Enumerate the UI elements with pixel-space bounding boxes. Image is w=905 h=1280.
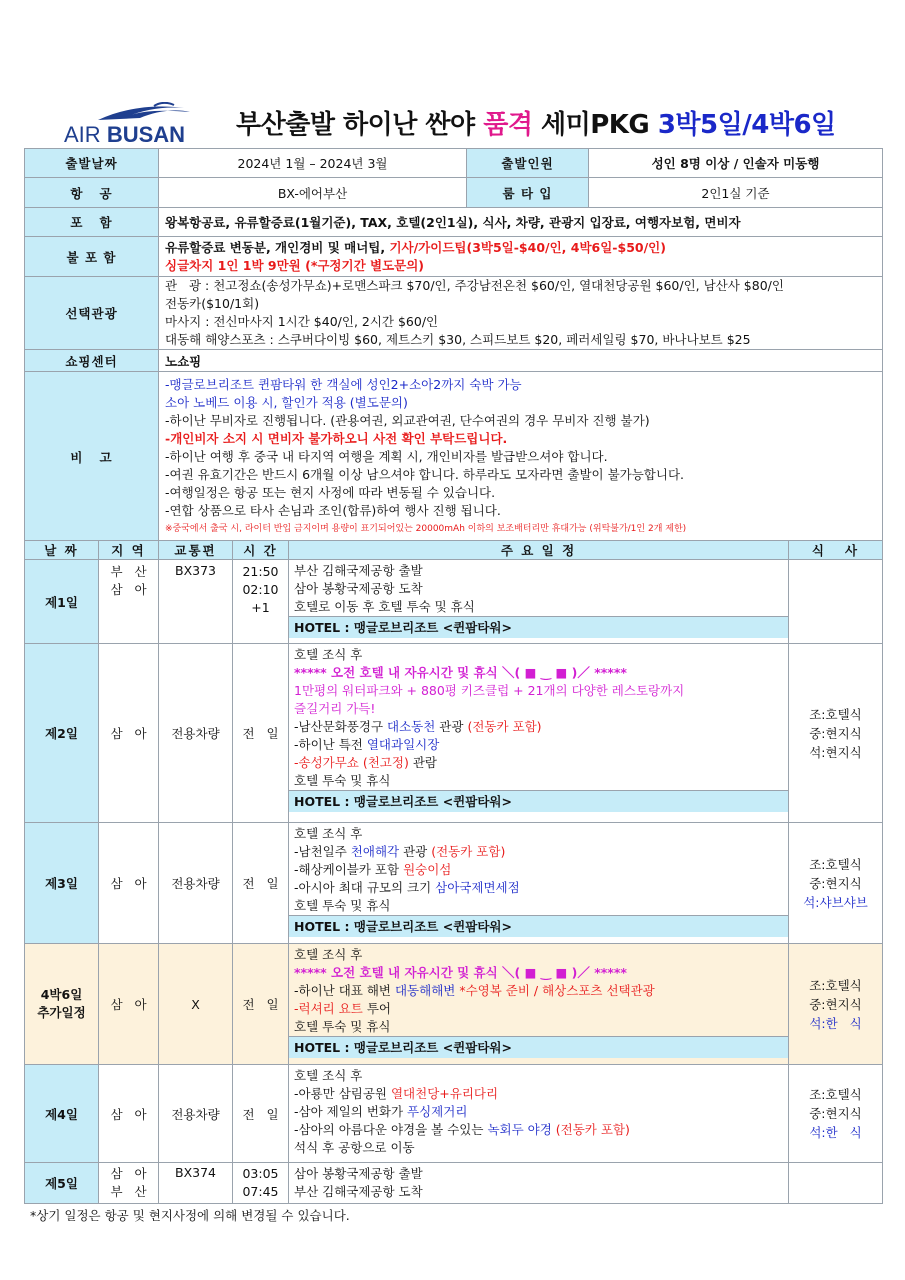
room-label: 룸 타 입 [467,178,589,208]
schedule-table [24,540,883,1204]
depart-date-label: 출발날짜 [25,149,159,178]
footnote: *상기 일정은 항공 및 현지사정에 의해 변경될 수 있습니다. [30,1208,350,1223]
exclude-value: 유류할증료 변동분, 개인경비 및 매너팁, 기사/가이드팁(3박5일-$40/인, 4박6일-$50/인) 싱글차지 1인 1박 9만원 (*구정기간 별도문의) [159,237,883,277]
info-table [24,148,883,542]
page-title: 부산출발 하이난 싼야 품격 세미PKG 3박5일/4박6일 [236,110,836,140]
airline-label: 항 공 [25,178,159,208]
remark-label: 비 고 [25,372,159,542]
bird-icon [94,102,204,124]
exclude-label: 불 포 함 [25,237,159,277]
day1-row: 제1일 부 산 삼 아 BX373 21:50 02:10 +1 부산 김해국제공항 출발 삼아 봉황국제공항 도착 호텔로 이동 후 호텔 투숙 및 휴식 HOTEL : 맹글로브리조트 <퀸팜타워> [25,560,883,644]
day2-row: 제2일 삼 아 전용차량 전 일 호텔 조식 후 ***** 오전 호텔 내 자유시간 및 휴식 ＼( ■ ‿ ■ )／ ***** 1만평의 워터파크와 + 880평 키즈클럽 + 21개의 다양한 레스토랑까지 즐길거리 가득! -남산문화풍경구 대소동천 관광 (전동카 포함) -하이난 특전 열대과일시장 -송성가무쇼 (천고정) 관람 호텔 투숙 및 휴식 HOTEL : 맹글로브리조트 <퀸팜타워> 조:호텔식 중:현지식 석:현지식 [25,644,883,823]
remark-value: -맹글로브리조트 퀸팜타워 한 객실에 성인2+소아2까지 숙박 가능 소아 노베드 이용 시, 할인가 적용 (별도문의) -하이난 무비자로 진행됩니다. (관용여권, 외교관여권, 단수여권의 경우 무비자 진행 불가) -개인비자 소지 시 면비자 불가하오니 사전 확인 부탁드립니다. -하이난 여행 후 중국 내 타지역 여행을 계획 시, 개인비자를 발급받으셔야 합니다. -여권 유효기간은 반드시 6개월 이상 남으셔야 합니다. 하루라도 모자라면 출발이 불가능합니다. -여행일정은 항공 또는 현지 사정에 따라 변동될 수 있습니다. -연합 상품으로 타사 손님과 조인(합류)하여 행사 진행 됩니다. ※중국에서 출국 시, 라이터 반입 금지이며 용량이 표기되어있는 20000mAh 이하의 보조배터리만 휴대가능 (위탁불가/1인 2개 제한) [159,372,883,542]
pax-label: 출발인원 [467,149,589,178]
day2-hotel: HOTEL : 맹글로브리조트 <퀸팜타워> [288,790,789,812]
pax-value: 성인 8명 이상 / 인솔자 미동행 [589,149,883,178]
day3-row: 제3일 삼 아 전용차량 전 일 호텔 조식 후 -남천일주 천애해각 관광 (전동카 포함) -해상케이블카 포함 원숭이섬 -아시아 최대 규모의 크기 삼아국제면세점 호텔 투숙 및 휴식 HOTEL : 맹글로브리조트 <퀸팜타워> 조:호텔식 중:현지식 석:샤브샤브 [25,823,883,944]
extra-day-row: 4박6일 추가일정 삼 아 X 전 일 호텔 조식 후 ***** 오전 호텔 내 자유시간 및 휴식 ＼( ■ ‿ ■ )／ ***** -하이난 대표 해변 대동해해변 *수영복 준비 / 해상스포츠 선택관광 -럭셔리 요트 투어 호텔 투숙 및 휴식 HOTEL : 맹글로브리조트 <퀸팜타워> 조:호텔식 중:현지식 석:한 식 [25,944,883,1065]
shop-value: 노쇼핑 [159,350,883,372]
include-value: 왕복항공료, 유류할증료(1월기준), TAX, 호텔(2인1실), 식사, 차량, 관광지 입장료, 여행자보험, 면비자 [159,208,883,237]
include-label: 포 함 [25,208,159,237]
logo-text: AIR BUSAN [64,122,186,147]
room-value: 2인1실 기준 [589,178,883,208]
shop-label: 쇼핑센터 [25,350,159,372]
air-busan-logo [64,108,214,146]
day5-row: 제5일 삼 아 부 산 BX374 03:05 07:45 삼아 봉황국제공항 출발 부산 김해국제공항 도착 [25,1163,883,1204]
airline-value: BX-에어부산 [159,178,467,208]
option-value: 관 광 : 천고정쇼(송성가무쇼)+로맨스파크 $70/인, 주강남전온천 $60/인, 열대천당공원 $60/인, 남산사 $80/인 전동카($10/1회) 마사지 : 전신마사지 1시간 $40/인, 2시간 $60/인 대동해 해양스포츠 : 스쿠버다이빙 $60, 제트스키 $30, 스피드보트 $20, 페러세일링 $70, 바나나보트 $25 [159,277,883,350]
schedule-header: 날 짜 지 역 교통편 시 간 주 요 일 정 식 사 [25,541,883,560]
extra-day-hotel: HOTEL : 맹글로브리조트 <퀸팜타워> [288,1036,789,1058]
page-header [24,100,882,148]
day3-hotel: HOTEL : 맹글로브리조트 <퀸팜타워> [288,915,789,937]
day1-hotel: HOTEL : 맹글로브리조트 <퀸팜타워> [288,616,789,638]
day4-row: 제4일 삼 아 전용차량 전 일 호텔 조식 후 -아룡만 삼림공원 열대천당+유리다리 -삼아 제일의 번화가 푸싱제거리 -삼아의 아름다운 야경을 볼 수있는 녹회두 야경 (전동카 포함) 석식 후 공항으로 이동 조:호텔식 중:현지식 석:한 식 [25,1065,883,1163]
option-label: 선택관광 [25,277,159,350]
depart-date-value: 2024년 1월 – 2024년 3월 [159,149,467,178]
